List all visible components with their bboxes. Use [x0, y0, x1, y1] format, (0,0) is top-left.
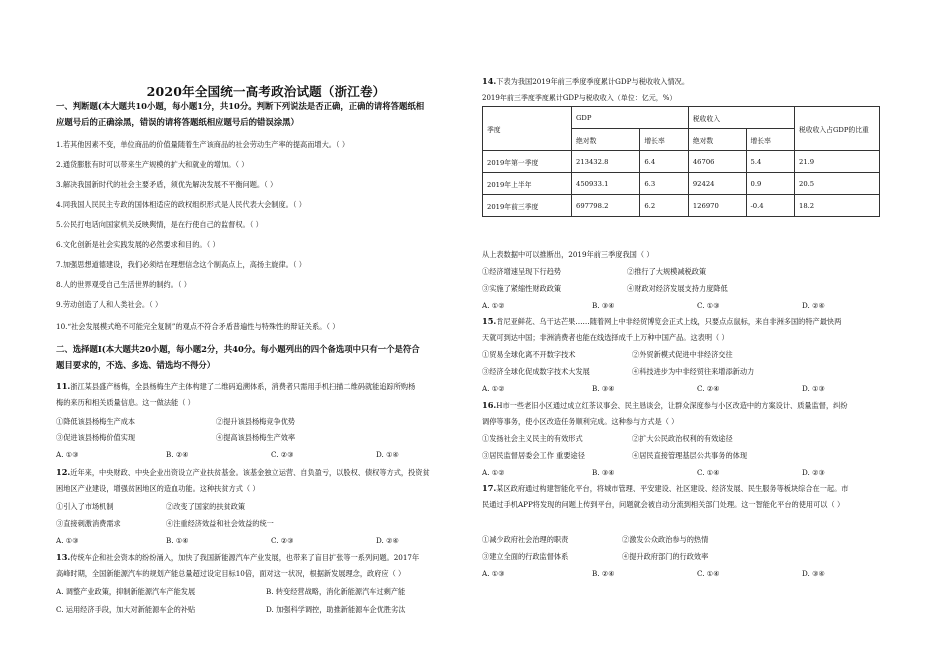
answer-choice: C. 运用经济手段，加大对新能源车企的补贴: [56, 605, 196, 614]
option-statement: ①贸易全球化离不开数字技术: [482, 350, 576, 359]
subheader-tax-growth: 增长率: [746, 129, 795, 151]
answer-choice: B. ③④: [592, 301, 615, 310]
question-text: 肯尼亚鲜花、乌干达芒果……随着网上中非经贸博览会正式上线，只要点点鼠标，来自非洲多国的特产最快两: [496, 317, 842, 326]
question-15: [482, 316, 841, 327]
tf-item-1: 1.若其他因素不变，单位商品的价值量随着生产该商品的社会劳动生产率的提高而增大。（ ）: [56, 140, 350, 149]
cell-ratio: 18.2: [795, 195, 880, 217]
question-number: 16.: [482, 400, 497, 410]
answer-choice: A. ①②: [482, 384, 505, 393]
question-17: [482, 483, 848, 494]
subheader-gdp-growth: 增长率: [640, 129, 688, 151]
option-statement: ①降低该县杨梅生产成本: [56, 417, 136, 426]
cell-gdp-growth: 6.2: [640, 195, 688, 217]
section1-header-line2: 应题号后的正确涂黑，错误的请将答题纸相应题号后的错误涂黑）: [56, 117, 299, 127]
question-text: 下表为我国2019年前三季度季度累计GDP与税收收入情况。: [496, 77, 690, 86]
subheader-gdp-abs: 绝对数: [572, 129, 640, 151]
answer-choice: B. ③④: [592, 384, 615, 393]
tf-item-6: 6.文化创新是社会实践发展的必然要求和目的。（ ）: [56, 240, 220, 249]
question-13: [56, 552, 419, 563]
question-16-line2: 调停等事务，使小区改造任务顺利完成。这种参与方式是（ ）: [482, 417, 679, 426]
question-number: 11.: [56, 381, 71, 391]
header-tax: 税收收入: [688, 107, 794, 129]
tf-item-7: 7.加强思想道德建设，我们必须结在理想信念这个制高点上，高扬主旋律。（ ）: [56, 260, 306, 269]
question-13-line2: 高峰时期，全国新能源汽车的规划产能总量超过设定目标10倍，面对这一状况，根据新发展理念，政府应（ ）: [56, 569, 406, 578]
question-text: 浙江某县盛产杨梅，全县杨梅生产主体构建了二维码追溯体系，消费者只需用手机扫描二维码就能追踪所购杨: [70, 382, 416, 391]
answer-choice: D. ①③: [802, 384, 825, 393]
question-11-line2: 梅的来历和相关质量信息。这一做法能（ ）: [56, 398, 195, 407]
question-text: H市一些老旧小区通过成立红茶议事会、民主恳谈会，让群众深度参与小区改造中的方案设计、质量监督，纠纷: [496, 401, 848, 410]
cell-season: 2019年上半年: [483, 173, 572, 195]
question-number: 14.: [482, 76, 497, 86]
question-17-line2: 民通过手机APP将发现的问题上传到平台，问题就会被自动分流到相关部门处理。这一智能化平台的使用可以（ ）: [482, 500, 845, 509]
question-16: [482, 400, 848, 411]
tf-item-3: 3.解决我国新时代的社会主要矛盾，须优先解决发展不平衡问题。（ ）: [56, 180, 278, 189]
answer-choice: D. ①④: [376, 450, 399, 459]
question-number: 15.: [482, 316, 497, 326]
cell-tax-growth: 5.4: [746, 151, 795, 173]
tf-item-4: 4.同我国人民民主专政的国体相适应的政权组织形式是人民代表大会制度。（ ）: [56, 200, 306, 209]
answer-choice: C. ②③: [271, 536, 294, 545]
cell-gdp: 697798.2: [572, 195, 640, 217]
answer-choice: A. ①③: [56, 536, 79, 545]
subheader-tax-abs: 绝对数: [688, 129, 746, 151]
option-statement: ③经济全球化促成数字技术大发展: [482, 367, 590, 376]
cell-season: 2019年第一季度: [483, 151, 572, 173]
answer-choice: A. ①③: [482, 569, 505, 578]
table-row: [483, 173, 880, 195]
answer-choice: B. 转变经营战略，消化新能源汽车过剩产能: [266, 587, 406, 596]
option-statement: ④财政对经济发展支持力度降低: [627, 284, 728, 293]
answer-choice: A. 调整产业政策，抑制新能源汽车产能发展: [56, 587, 196, 596]
question-text: 传统车企和社会资本的纷纷涌入，加快了我国新能源汽车产业发展，也带来了盲目扩张等一系列问题。2017年: [70, 553, 420, 562]
cell-ratio: 20.5: [795, 173, 880, 195]
tf-item-10: 10.“社会发展模式绝不可能完全复制”的观点不符合矛盾普遍性与特殊性的辩证关系。（ ）: [56, 322, 340, 331]
tf-item-5: 5.公民打电话向国家机关反映舆情，是在行使自己的监督权。（ ）: [56, 220, 263, 229]
question-text: 某区政府通过构建智能化平台，将城市管理、平安建设、社区建设、经济发展、民生服务等板块综合在一起。市: [496, 484, 849, 493]
option-statement: ②外贸新模式促进中非经济交往: [632, 350, 733, 359]
section1-header-line1: 一、判断题(本大题共10小题，每小题1分，共10分。判断下列说法是否正确，正确的请将答题纸相: [56, 101, 425, 111]
header-gdp: GDP: [572, 107, 689, 129]
section2-header-line1: 二、选择题Ⅰ(本大题共20小题，每小题2分，共40分。每小题列出的四个备选项中只有一个是符合: [56, 344, 420, 354]
option-statement: ④居民直接管理基层公共事务的体现: [632, 451, 748, 460]
option-statement: ③建立全面的行政监督体系: [482, 552, 569, 561]
table-caption: 2019年前三季度季度累计GDP与税收收入（单位：亿元，%）: [482, 94, 677, 102]
answer-choice: D. 加强科学调控，助推新能源车企优胜劣汰: [266, 605, 406, 614]
cell-tax-growth: -0.4: [746, 195, 795, 217]
question-15-line2: 天就可到达中国；非洲消费者也能在线选择成千上万种中国产品。这表明（ ）: [482, 333, 729, 342]
answer-choice: B. ①④: [166, 536, 189, 545]
cell-ratio: 21.9: [795, 151, 880, 173]
cell-tax: 92424: [688, 173, 746, 195]
option-statement: ②提升该县杨梅竞争优势: [216, 417, 296, 426]
option-statement: ①引入了市场机制: [56, 502, 114, 511]
section2-header-line2: 题目要求的，不选、多选、错选均不得分）: [56, 360, 216, 370]
cell-tax: 46706: [688, 151, 746, 173]
header-season: 季度: [483, 107, 572, 151]
option-statement: ②扩大公民政治权利的有效途径: [632, 434, 733, 443]
option-statement: ④提升政府部门的行政效率: [622, 552, 709, 561]
answer-choice: C. ②④: [697, 384, 720, 393]
option-statement: ④提高该县杨梅生产效率: [216, 433, 296, 442]
answer-choice: A. ①③: [56, 450, 79, 459]
table-row: [483, 151, 880, 173]
question-number: 12.: [56, 467, 71, 477]
option-statement: ①减少政府社会治理的职责: [482, 535, 569, 544]
question-14-stem: 从上表数据中可以推断出，2019年前三季度我国（ ）: [482, 250, 654, 259]
question-number: 17.: [482, 483, 497, 493]
table-row: [483, 195, 880, 217]
answer-choice: C. ①④: [697, 468, 720, 477]
question-text: 近年来，中央财政、中央企业出资设立产业扶贫基金。该基金独立运营、自负盈亏，以股权、债权等方式，投资贫: [70, 468, 430, 477]
answer-choice: B. ②④: [592, 569, 615, 578]
cell-tax-growth: 0.9: [746, 173, 795, 195]
option-statement: ④注重经济效益和社会效益的统一: [166, 519, 274, 528]
answer-choice: C. ①④: [697, 569, 720, 578]
answer-choice: B. ②④: [166, 450, 189, 459]
cell-gdp-growth: 6.4: [640, 151, 688, 173]
cell-gdp-growth: 6.3: [640, 173, 688, 195]
table-header-row: [483, 107, 880, 129]
option-statement: ②激发公众政治参与的热情: [622, 535, 709, 544]
option-statement: ①发扬社会主义民主的有效形式: [482, 434, 583, 443]
option-statement: ②改变了国家的扶贫政策: [166, 502, 246, 511]
option-statement: ③直接刺激消费需求: [56, 519, 121, 528]
question-number: 13.: [56, 552, 71, 562]
tf-item-8: 8.人的世界观受自己生活世界的制约。（ ）: [56, 280, 191, 289]
question-12: [56, 467, 430, 478]
answer-choice: D. ②④: [802, 301, 825, 310]
option-statement: ③实施了紧缩性财政政策: [482, 284, 562, 293]
answer-choice: D. ③④: [802, 569, 825, 578]
option-statement: ④科技进步为中非经贸往来增添新动力: [632, 367, 755, 376]
cell-season: 2019年前三季度: [483, 195, 572, 217]
header-ratio: 税收收入占GDP的比重: [795, 107, 880, 151]
cell-gdp: 450933.1: [572, 173, 640, 195]
option-statement: ②推行了大规模减税政策: [627, 267, 707, 276]
answer-choice: D. ②③: [802, 468, 825, 477]
page-title: 2020年全国统一高考政治试题（浙江卷）: [146, 84, 386, 99]
answer-choice: D. ②④: [376, 536, 399, 545]
answer-choice: B. ③④: [592, 468, 615, 477]
gdp-tax-table: [482, 106, 880, 217]
option-statement: ③居民监督居委会工作 重要途径: [482, 451, 585, 460]
cell-gdp: 213432.8: [572, 151, 640, 173]
tf-item-2: 2.通货膨胀有时可以带来生产规模的扩大和就业的增加。（ ）: [56, 160, 249, 169]
question-12-line2: 困地区产业建设，增强贫困地区的造血功能。这种扶贫方式（ ）: [56, 484, 260, 493]
answer-choice: C. ①③: [697, 301, 720, 310]
answer-choice: C. ②③: [271, 450, 294, 459]
option-statement: ①经济增速呈现下行趋势: [482, 267, 562, 276]
question-14: [482, 76, 689, 87]
question-11: [56, 381, 415, 392]
option-statement: ③促进该县杨梅价值实现: [56, 433, 136, 442]
cell-tax: 126970: [688, 195, 746, 217]
tf-item-9: 9.劳动创造了人和人类社会。（ ）: [56, 300, 163, 309]
answer-choice: A. ①②: [482, 468, 505, 477]
answer-choice: A. ①②: [482, 301, 505, 310]
